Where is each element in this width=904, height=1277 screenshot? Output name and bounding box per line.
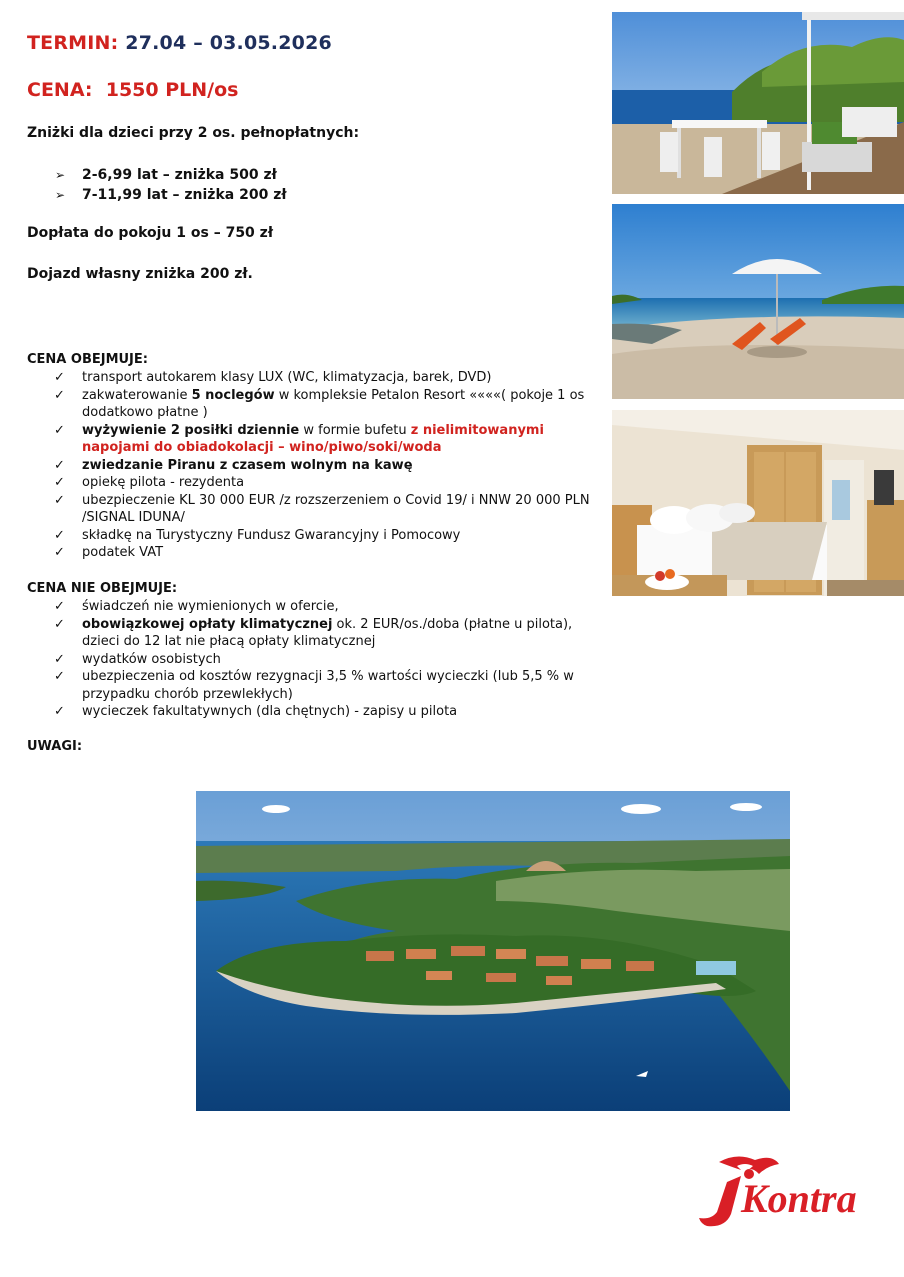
list-item: ✓ składkę na Turystyczny Fundusz Gwarancyjny i Pomocowy bbox=[54, 527, 461, 543]
check-icon: ✓ bbox=[54, 457, 65, 473]
check-icon: ✓ bbox=[54, 651, 65, 667]
check-icon: ✓ bbox=[54, 475, 65, 490]
termin-line bbox=[27, 32, 332, 54]
list-item: ✓ opiekę pilota - rezydenta bbox=[54, 475, 245, 490]
price-value: 1550 PLN/os bbox=[105, 79, 239, 101]
excludes-list bbox=[54, 598, 599, 721]
list-item: ✓ transport autokarem klasy LUX (WC, klimatyzacja, barek, DVD) bbox=[54, 370, 492, 385]
includes-list bbox=[54, 369, 599, 562]
includes-title: CENA OBEJMUJE: bbox=[27, 352, 148, 367]
excludes-title: CENA NIE OBEJMUJE: bbox=[27, 581, 178, 596]
price-label: CENA: bbox=[27, 79, 93, 101]
check-icon: ✓ bbox=[54, 616, 65, 632]
check-icon: ✓ bbox=[54, 599, 65, 614]
list-item: ➢ 7-11,99 lat – zniżka 200 zł bbox=[55, 187, 287, 203]
list-item: ✓ świadczeń nie wymienionych w ofercie, bbox=[54, 599, 339, 614]
discounts-list bbox=[55, 165, 287, 205]
list-item: ➢ 2-6,99 lat – zniżka 500 zł bbox=[55, 167, 277, 183]
list-item: ✓ wydatków osobistych bbox=[54, 651, 221, 667]
list-item: ✓ wyżywienie 2 posiłki dziennie w formie bufetu z nielimitowanymi napojami do obiadokolacji – wino/piwo/soki/woda bbox=[54, 422, 544, 455]
list-item: ✓ podatek VAT bbox=[54, 545, 164, 560]
check-icon: ✓ bbox=[54, 527, 65, 543]
single-room-surcharge: Dopłata do pokoju 1 os – 750 zł bbox=[27, 225, 274, 241]
hotel-room-photo bbox=[612, 410, 904, 596]
check-icon: ✓ bbox=[54, 422, 65, 438]
check-icon: ✓ bbox=[54, 492, 65, 508]
price-line bbox=[27, 79, 238, 101]
check-icon: ✓ bbox=[54, 704, 65, 719]
list-item: ✓ obowiązkowej opłaty klimatycznej ok. 2 EUR/os./doba (płatne u pilota), dzieci do 12 lat nie płacą opłaty klimatycznej bbox=[54, 616, 573, 649]
logo-wordmark: Kontra bbox=[741, 1176, 857, 1221]
check-icon: ✓ bbox=[54, 370, 65, 385]
termin-value: 27.04 – 03.05.2026 bbox=[125, 32, 332, 54]
kontra-logo bbox=[697, 1152, 881, 1234]
notes-title: UWAGI: bbox=[27, 739, 83, 754]
aerial-resort-photo bbox=[196, 791, 790, 1111]
arrow-bullet-icon: ➢ bbox=[55, 188, 66, 202]
list-item: ✓ zakwaterowanie 5 noclegów w kompleksie Petalon Resort ««««( pokoje 1 os dodatkowo płatne ) bbox=[54, 387, 585, 420]
list-item: ✓ ubezpieczenia od kosztów rezygnacji 3,5 % wartości wycieczki (lub 5,5 % w przypadku chorób przewlekłych) bbox=[54, 669, 574, 702]
check-icon: ✓ bbox=[54, 545, 65, 560]
arrow-bullet-icon: ➢ bbox=[55, 168, 66, 182]
list-item: ✓ wycieczek fakultatywnych (dla chętnych) - zapisy u pilota bbox=[54, 704, 458, 719]
beach-photo bbox=[612, 204, 904, 399]
check-icon: ✓ bbox=[54, 387, 65, 403]
termin-label: TERMIN: bbox=[27, 32, 119, 54]
list-item: ✓ zwiedzanie Piranu z czasem wolnym na kawę bbox=[54, 457, 413, 473]
own-transport-discount: Dojazd własny zniżka 200 zł. bbox=[27, 266, 253, 282]
list-item: ✓ ubezpieczenie KL 30 000 EUR /z rozszerzeniem o Covid 19/ i NNW 20 000 PLN /SIGNAL IDUNA/ bbox=[54, 492, 590, 525]
discounts-title: Zniżki dla dzieci przy 2 os. pełnopłatnych: bbox=[27, 125, 360, 141]
terrace-photo bbox=[612, 12, 904, 194]
check-icon: ✓ bbox=[54, 669, 65, 684]
